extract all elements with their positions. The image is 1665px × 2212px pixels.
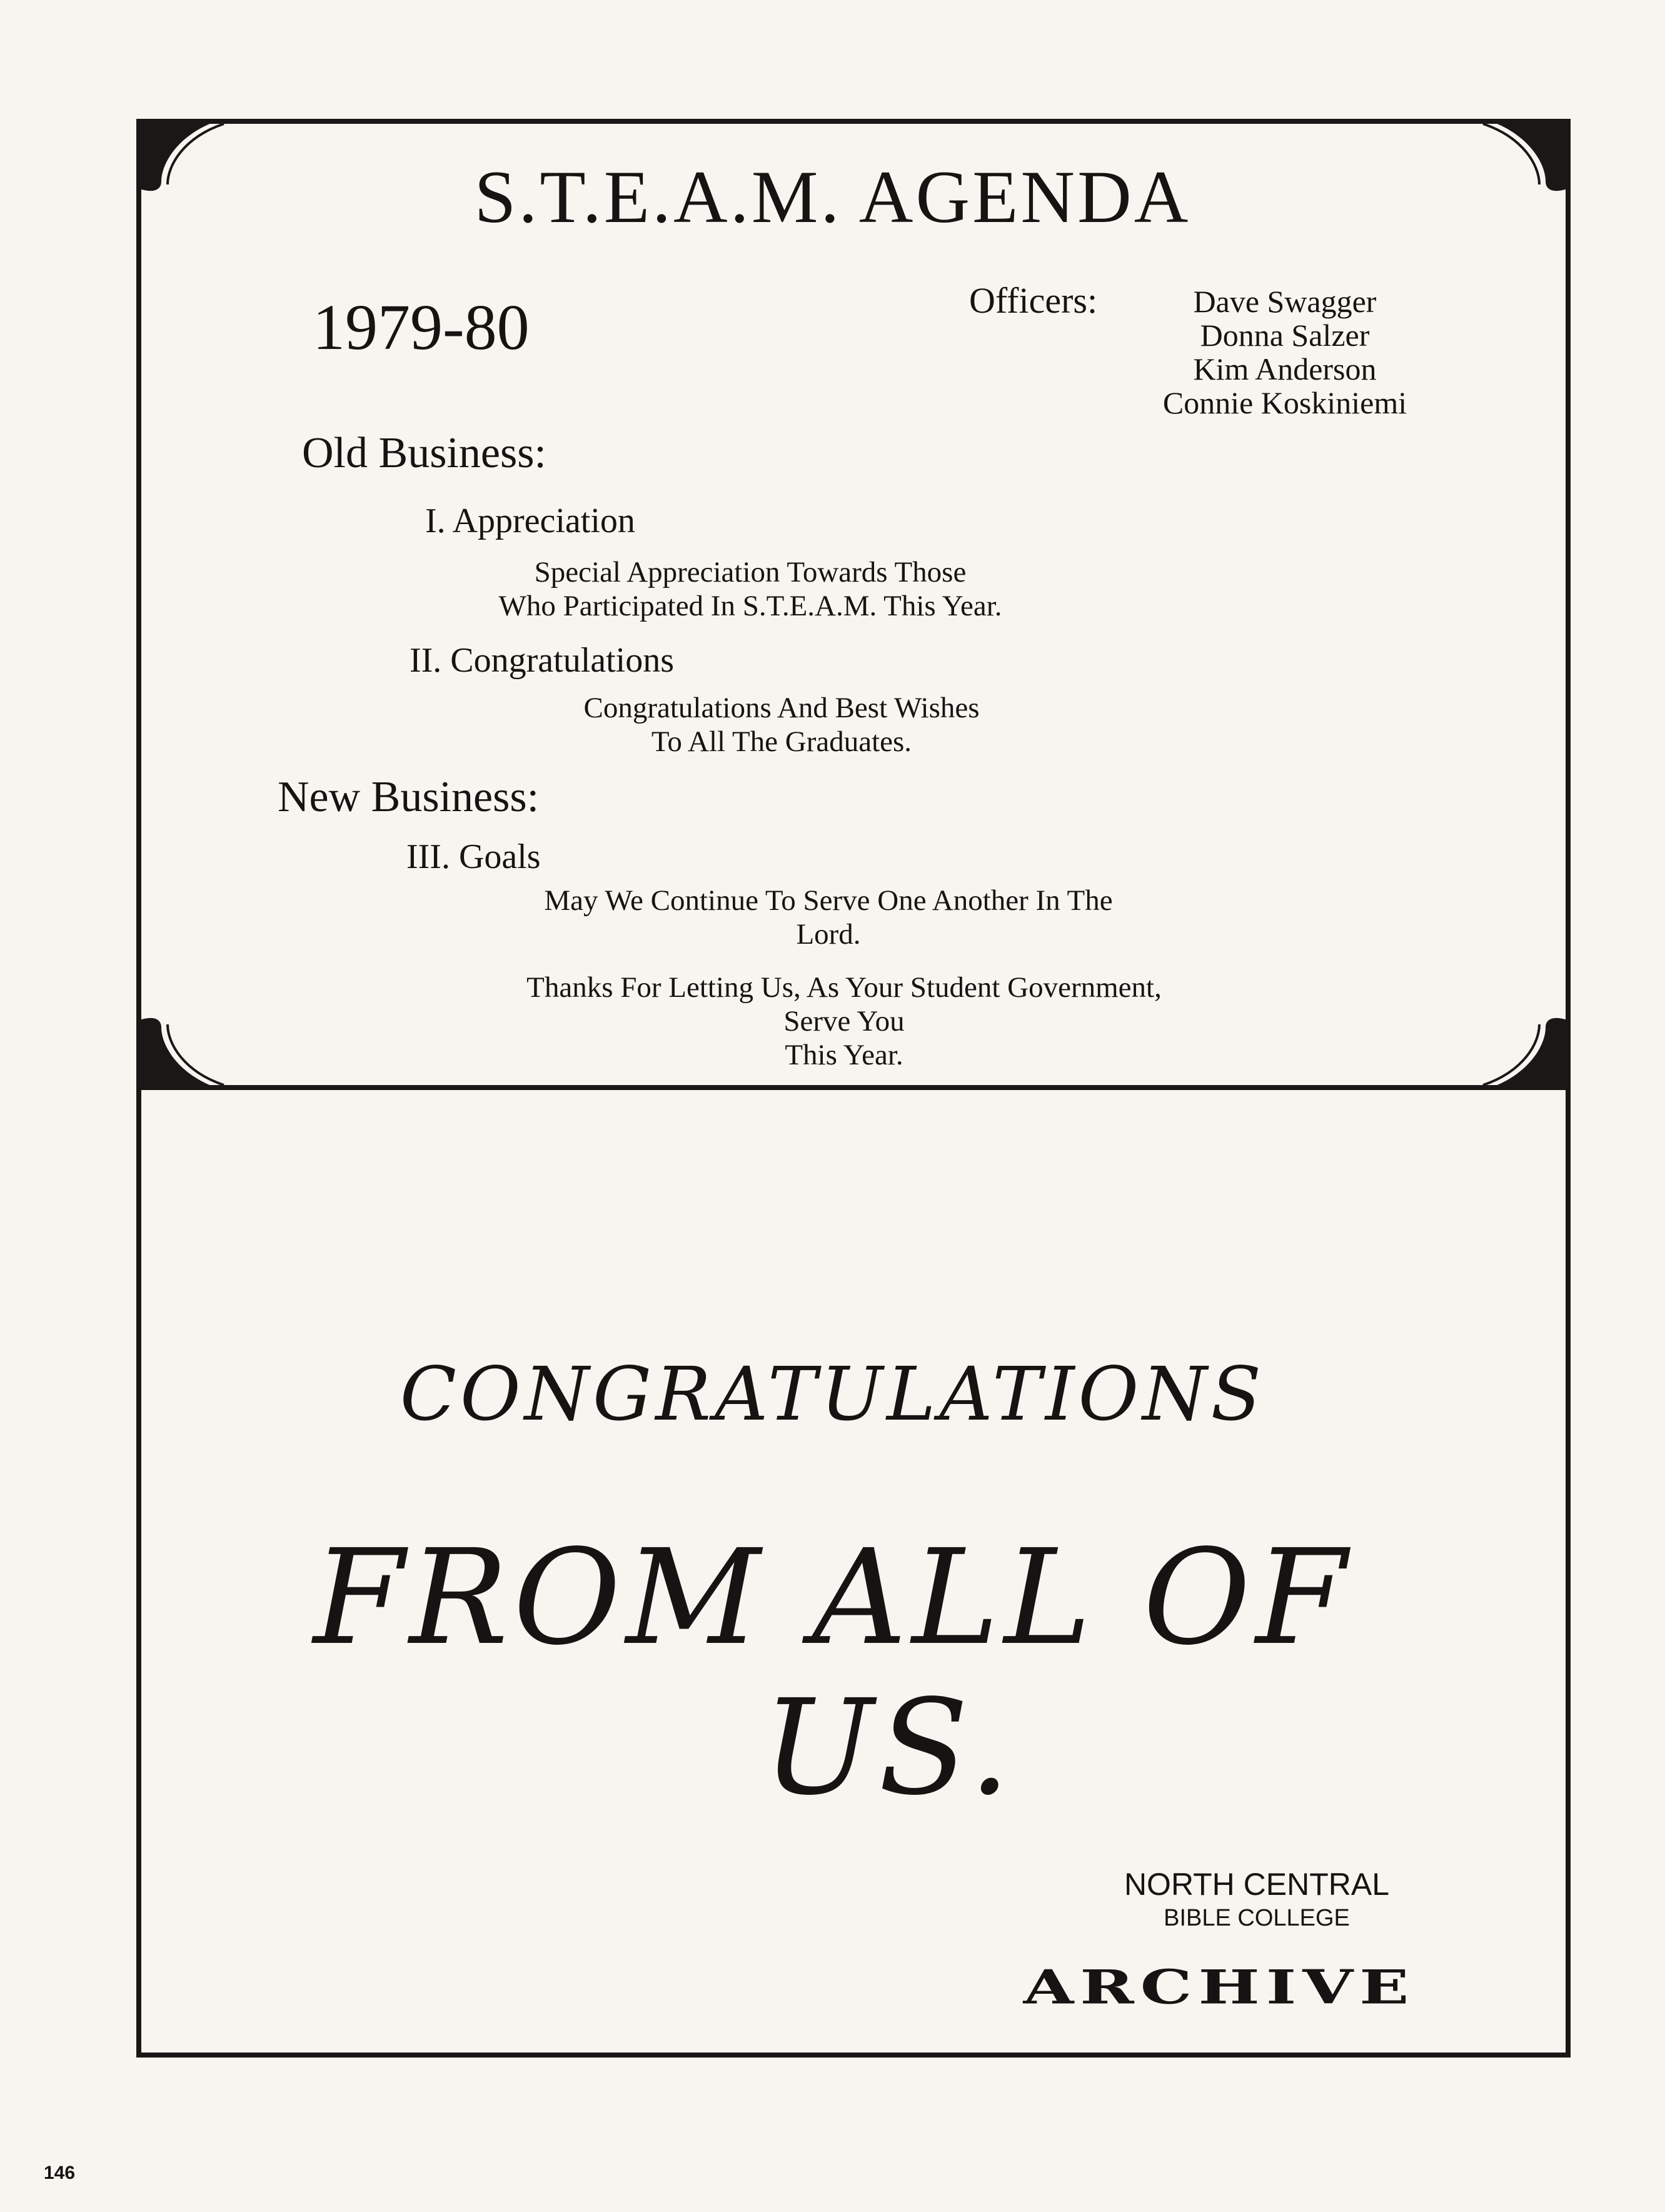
closing-line: Thanks For Letting Us, As Your Student Government, — [526, 971, 1162, 1004]
body-line: Special Appreciation Towards Those — [534, 556, 967, 588]
officer-name: Connie Koskiniemi — [1162, 385, 1407, 420]
college-name-line1: NORTH CENTRAL — [1124, 1867, 1390, 1902]
body-line: To All The Graduates. — [651, 725, 912, 758]
officer-name: Dave Swagger — [1193, 284, 1377, 319]
agenda-item-body — [438, 555, 1063, 623]
body-line: Who Participated In S.T.E.A.M. This Year. — [498, 590, 1002, 622]
from-all-of-line: FROM ALL OF — [313, 1521, 1352, 1674]
page-number: 146 — [44, 2163, 76, 2183]
old-business-heading: Old Business: — [302, 429, 546, 477]
body-line: Lord. — [796, 918, 861, 951]
agenda-item-heading: II. Congratulations — [410, 641, 675, 680]
closing-statement — [438, 971, 1250, 1072]
officer-name: Donna Salzer — [1200, 318, 1370, 353]
closing-line: This Year. — [785, 1039, 903, 1071]
college-name-line2: BIBLE COLLEGE — [1164, 1905, 1350, 1931]
agenda-year: 1979-80 — [313, 291, 530, 363]
agenda-item-body — [463, 884, 1194, 951]
body-line: Congratulations And Best Wishes — [583, 692, 980, 724]
us-line: US. — [763, 1671, 1016, 1824]
agenda-item-body — [469, 691, 1094, 759]
agenda-item-heading: I. Appreciation — [425, 502, 635, 540]
agenda-item-heading: III. Goals — [406, 837, 541, 876]
archive-logo: ARCHIVE — [1023, 1959, 1416, 2015]
new-business-heading: New Business: — [278, 773, 540, 821]
body-line: May We Continue To Serve One Another In The — [544, 884, 1113, 917]
officer-name: Kim Anderson — [1193, 351, 1377, 386]
officers-label: Officers: — [969, 280, 1098, 321]
closing-line: Serve You — [783, 1005, 905, 1038]
agenda-title: S.T.E.A.M. AGENDA — [474, 155, 1191, 238]
congratulations-heading: CONGRATULATIONS — [400, 1351, 1265, 1437]
officers-list — [1122, 285, 1447, 420]
